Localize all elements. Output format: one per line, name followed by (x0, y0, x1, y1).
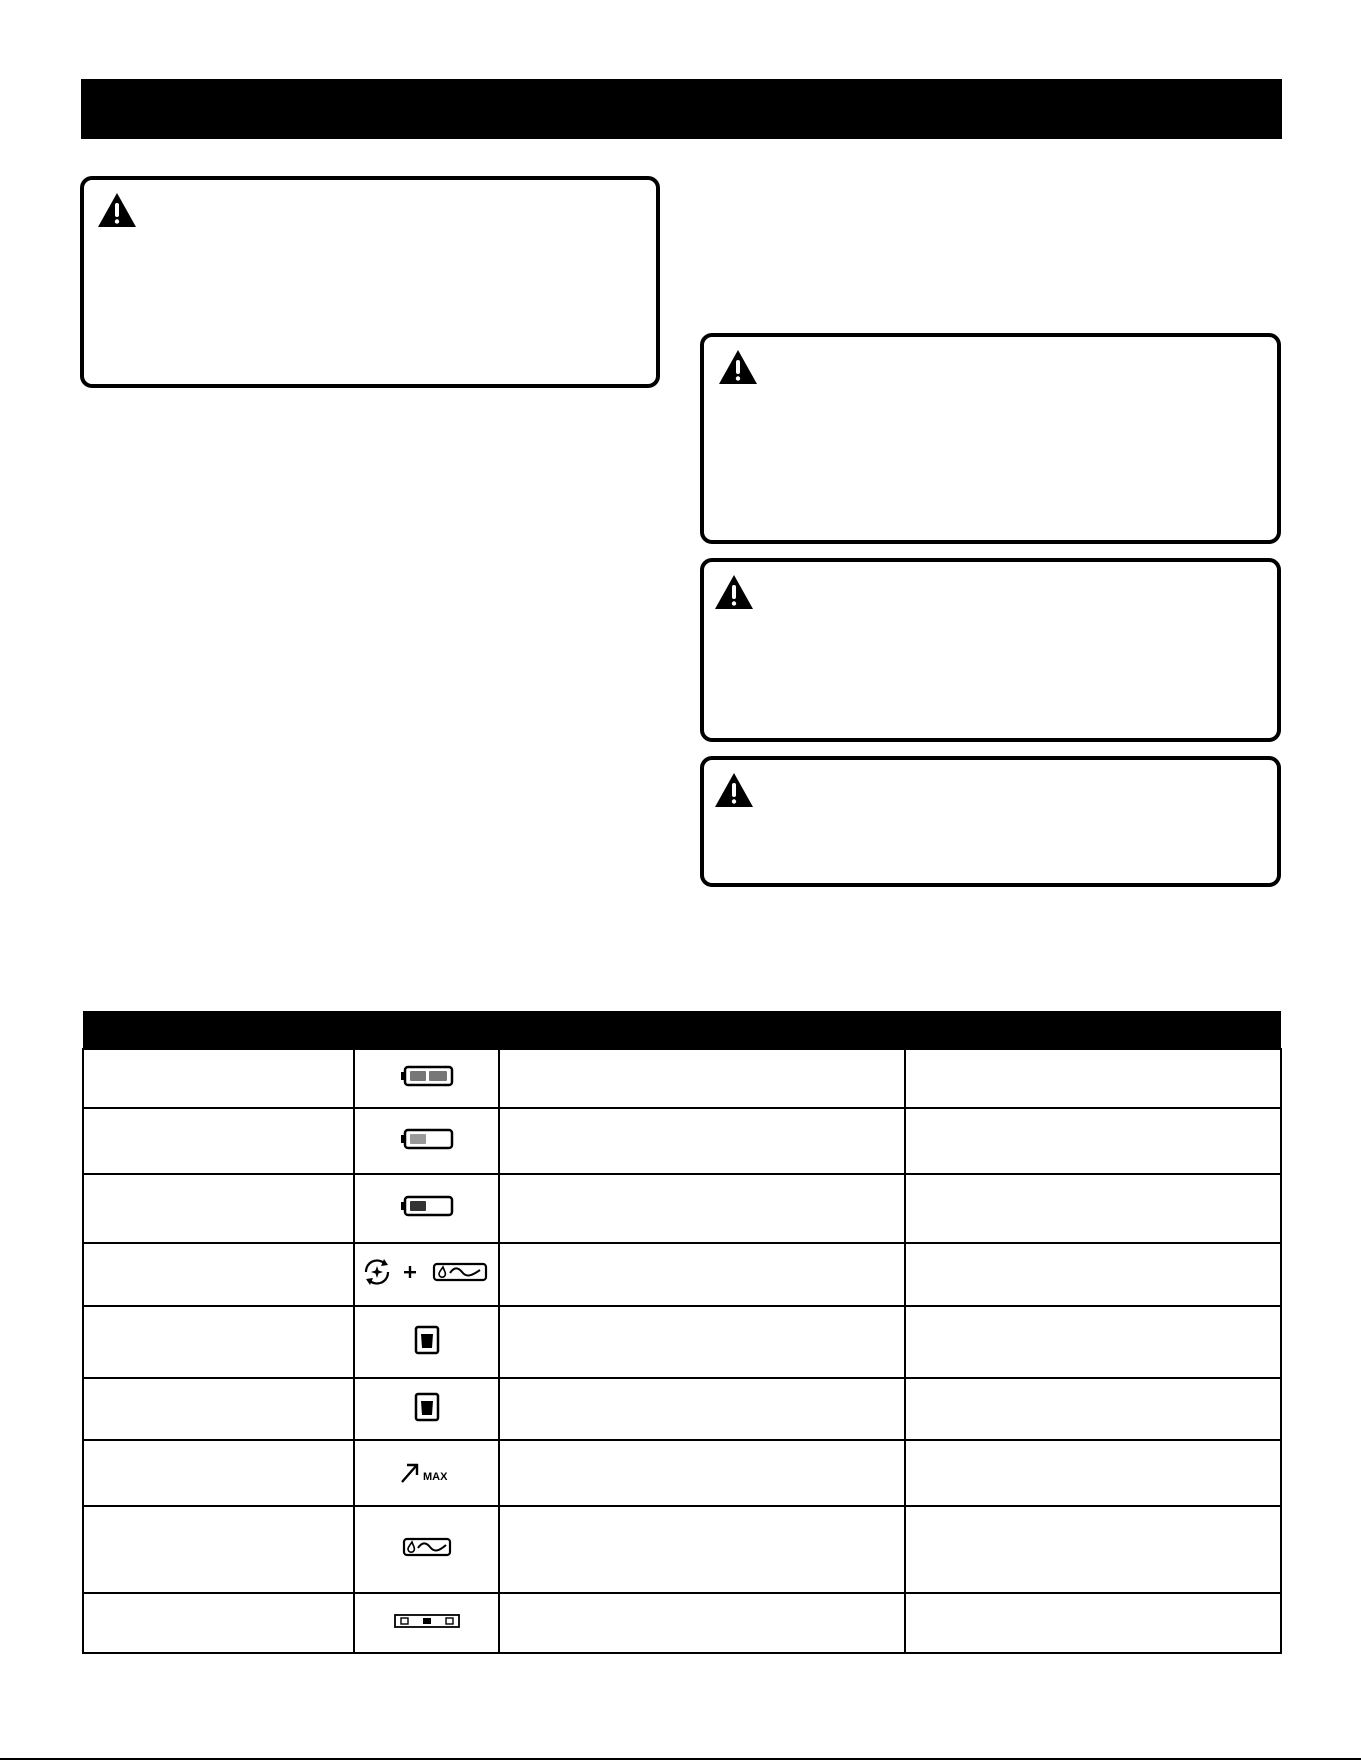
battery-two-segments-icon (400, 1065, 454, 1087)
table-cell (354, 1174, 499, 1243)
table-cell (83, 1506, 354, 1593)
table-cell (83, 1440, 354, 1506)
table-header-row (83, 1011, 1281, 1049)
table-cell (83, 1108, 354, 1174)
column-header (83, 1011, 354, 1049)
table-cell (905, 1593, 1281, 1653)
table-row (83, 1243, 1281, 1306)
table-cell (83, 1378, 354, 1440)
plus-sign-icon (404, 1266, 416, 1278)
table-row (83, 1049, 1281, 1108)
table-cell (499, 1378, 905, 1440)
table-row (83, 1506, 1281, 1593)
max-label: MAX (422, 1471, 447, 1483)
table-cell (905, 1306, 1281, 1378)
table-cell (83, 1174, 354, 1243)
warning-triangle-icon (714, 574, 754, 610)
warning-triangle-icon (714, 772, 754, 808)
table-row (83, 1108, 1281, 1174)
water-cup-icon (414, 1325, 440, 1355)
table-cell (354, 1243, 499, 1306)
table-cell (354, 1306, 499, 1378)
clean-plus-water-tank-icon (362, 1257, 492, 1287)
table-cell (354, 1506, 499, 1593)
table-cell (83, 1243, 354, 1306)
table-cell (354, 1593, 499, 1653)
table-cell (905, 1440, 1281, 1506)
three-dot-indicator-icon (394, 1613, 460, 1629)
table-cell (499, 1243, 905, 1306)
table-cell (905, 1506, 1281, 1593)
table-cell (499, 1506, 905, 1593)
table-cell (905, 1174, 1281, 1243)
water-tank-icon (434, 1264, 486, 1280)
table-cell (83, 1593, 354, 1653)
column-header (905, 1011, 1281, 1049)
table-cell (83, 1049, 354, 1108)
table-cell (354, 1440, 499, 1506)
page-bottom-rule (0, 1758, 1361, 1760)
table-row (83, 1593, 1281, 1653)
water-tank-icon (402, 1536, 452, 1558)
table-row (83, 1440, 1281, 1506)
table-cell (499, 1440, 905, 1506)
table-cell (905, 1108, 1281, 1174)
status-indicator-table (82, 1011, 1282, 1654)
warning-box-2 (700, 333, 1281, 544)
warning-triangle-icon (97, 192, 137, 228)
table-cell (354, 1108, 499, 1174)
column-header (354, 1011, 499, 1049)
water-cup-icon (414, 1392, 440, 1422)
table-cell (83, 1306, 354, 1378)
battery-one-dark-segment-icon (400, 1195, 454, 1217)
max-arrow-icon (399, 1461, 455, 1485)
section-header-bar (81, 79, 1282, 139)
table-cell (354, 1049, 499, 1108)
table-cell (354, 1378, 499, 1440)
table-cell (499, 1593, 905, 1653)
table-cell (905, 1243, 1281, 1306)
warning-triangle-icon (718, 349, 758, 385)
table-cell (499, 1174, 905, 1243)
battery-one-segment-icon (400, 1128, 454, 1150)
warning-box-3 (700, 558, 1281, 742)
table-row (83, 1174, 1281, 1243)
table-cell (499, 1108, 905, 1174)
table-cell (499, 1049, 905, 1108)
table-row (83, 1306, 1281, 1378)
clean-cycle-icon (365, 1259, 387, 1285)
warning-box-1 (80, 176, 660, 388)
table-cell (499, 1306, 905, 1378)
table-cell (905, 1378, 1281, 1440)
column-header (499, 1011, 905, 1049)
table-cell (905, 1049, 1281, 1108)
warning-box-4 (700, 756, 1281, 887)
table-row (83, 1378, 1281, 1440)
